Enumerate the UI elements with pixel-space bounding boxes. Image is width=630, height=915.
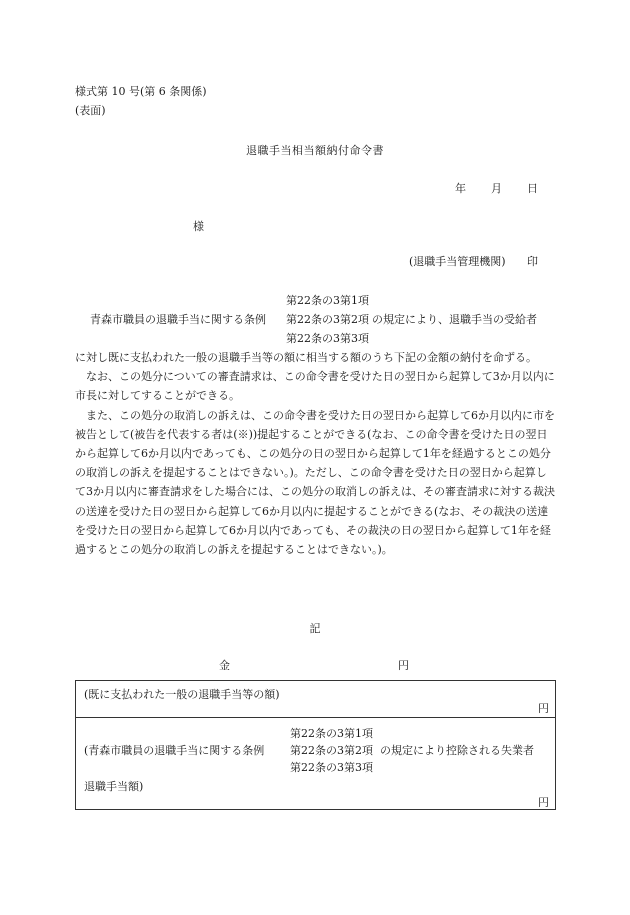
- ordinance-article-1: 第22条の3第1項: [286, 294, 369, 307]
- row-divider: [76, 717, 555, 718]
- lawsuit-paragraph: また、この処分の取消しの訴えは、この命令書を受けた日の翌日から起算して6か月以内に市を被告として(被告を代表する者は(※))提起することができる(なお、この命令書を受けた日の翌日から起算して6か月以内であっても、この処分の日の翌日から起算して1年を経過するとこの処分の取消しの訴えを提起することはできない。)。ただし、この命令書を受けた日の翌日から起算して3か月以内に審査請求をした場合には、この処分の取消しの訴えは、その審査請求に対する裁決の送達を受けた日の翌日から起算して6か月以内に提起することができる(なお、その裁決の送達を受けた日の翌日から起算して6か月以内であっても、その裁決の日の翌日から起算して1年を経過するとこの処分の取消しの訴えを提起することはできない。)。: [75, 408, 555, 557]
- deduction-article-2: 第22条の3第2項: [290, 744, 373, 757]
- deduction-ordinance-name: (青森市職員の退職手当に関する条例: [84, 744, 265, 757]
- amount-table: [75, 680, 556, 810]
- page-title: 退職手当相当額納付命令書: [246, 144, 384, 157]
- deduction-label-close: 退職手当額): [84, 780, 144, 793]
- appeal-paragraph: なお、この処分についての審査請求は、この命令書を受けた日の翌日から起算して3か月以内に市長に対してすることができる。: [75, 370, 555, 403]
- date-month: 月: [491, 182, 502, 195]
- amount-label: 金: [219, 659, 230, 672]
- ordinance-name: 青森市職員の退職手当に関する条例: [90, 313, 266, 326]
- paid-allowance-label: (既に支払われた一般の退職手当等の額): [84, 688, 280, 701]
- seal-mark: 印: [527, 255, 538, 268]
- form-number: 様式第 10 号(第 6 条関係): [75, 85, 207, 98]
- ordinance-article-3: 第22条の3第3項: [286, 332, 369, 345]
- deduction-unit: 円: [538, 796, 549, 809]
- deduction-article-1: 第22条の3第1項: [290, 727, 373, 740]
- record-heading: 記: [309, 622, 321, 635]
- order-paragraph: に対し既に支払われた一般の退職手当等の額に相当する額のうち下記の金額の納付を命ずる。: [75, 351, 537, 364]
- order-body: [75, 348, 555, 559]
- date-day: 日: [527, 182, 538, 195]
- side-label: (表面): [75, 104, 106, 117]
- ordinance-tail: の規定により、退職手当の受給者: [372, 313, 537, 326]
- ordinance-article-2: 第22条の3第2項: [286, 313, 369, 326]
- issuer-label: (退職手当管理機関): [409, 255, 506, 268]
- deduction-article-3: 第22条の3第3項: [290, 761, 373, 774]
- date-year: 年: [455, 182, 466, 195]
- paid-allowance-unit: 円: [538, 702, 549, 715]
- addressee-suffix: 様: [193, 220, 204, 233]
- deduction-tail: の規定により控除される失業者: [380, 744, 534, 757]
- amount-unit: 円: [398, 659, 409, 672]
